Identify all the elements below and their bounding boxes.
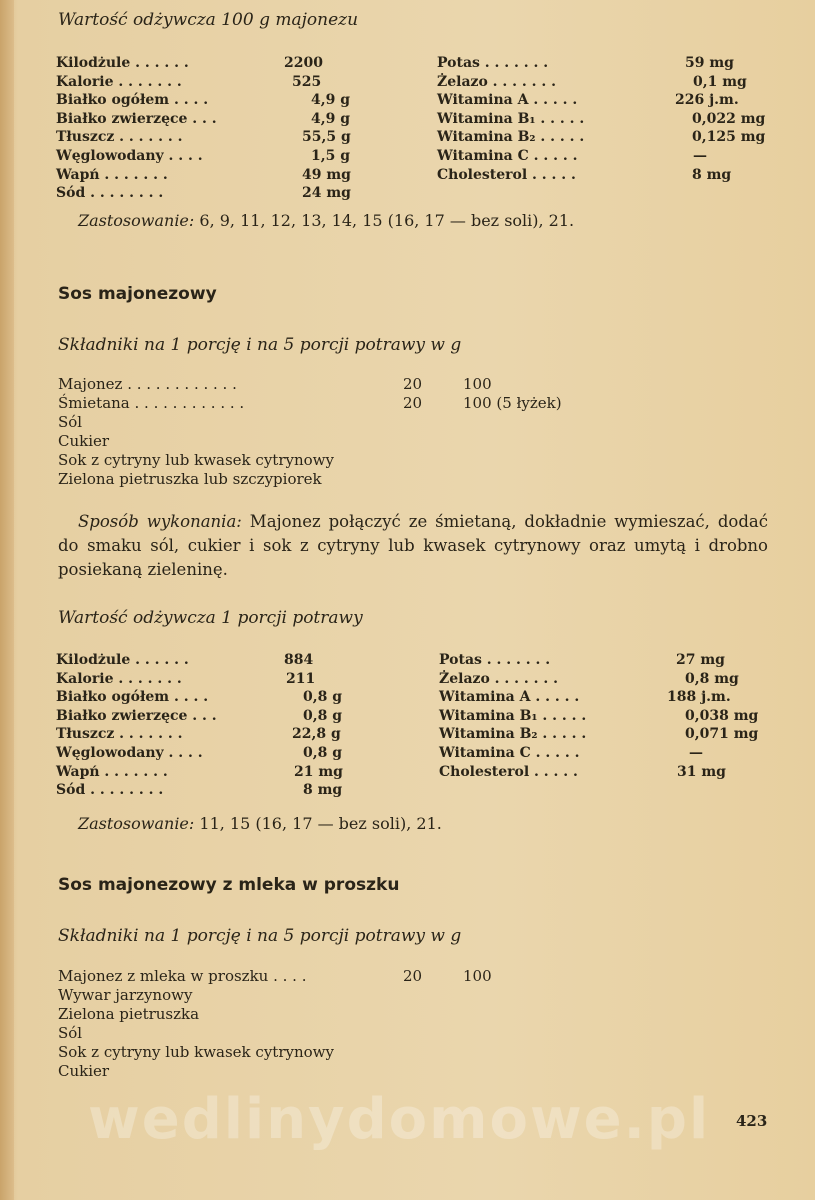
nutrition-label: Kalorie . . . . . . . xyxy=(56,670,182,687)
nutrition-label: Potas . . . . . . . xyxy=(439,652,551,668)
ingredient-qty-5: 100 xyxy=(463,375,492,393)
nutrition-label: Białko zwierzęce . . . xyxy=(56,707,217,724)
nutrition-row xyxy=(439,651,779,670)
nutrition-row xyxy=(56,128,356,147)
nutrition-row xyxy=(439,670,779,689)
nutrition-label: Wapń . . . . . . . xyxy=(56,763,168,780)
ingredient-name: Wywar jarzynowy xyxy=(58,986,193,1004)
section2-ingredients-title: Składniki na 1 porcję i na 5 porcji potrawy w g xyxy=(58,335,462,355)
ingredient-qty-5: 100 xyxy=(463,967,492,985)
method-label: Sposób wykonania: xyxy=(78,512,242,531)
nutrition-label: Kilodżule . . . . . . xyxy=(56,55,189,71)
nutrition-value: — xyxy=(689,744,703,761)
nutrition-label: Witamina B₁ . . . . . xyxy=(437,110,585,127)
ingredient-row xyxy=(58,1043,658,1062)
watermark: wedlinydomowe.pl xyxy=(88,1087,711,1152)
section2-title: Sos majonezowy xyxy=(58,284,217,304)
ingredient-row xyxy=(58,451,658,470)
nutrition-label: Sód . . . . . . . . xyxy=(56,782,164,799)
nutrition-value: 0,1 mg xyxy=(693,73,747,90)
nutrition-label: Witamina C . . . . . xyxy=(439,744,580,761)
nutrition-label: Cholesterol . . . . . xyxy=(439,763,578,780)
nutrition-label: Witamina A . . . . . xyxy=(439,689,580,706)
ingredient-row xyxy=(58,1005,658,1024)
usage-label: Zastosowanie: xyxy=(78,211,195,230)
section2-nutrition-left xyxy=(56,651,356,800)
nutrition-label: Tłuszcz . . . . . . . xyxy=(56,129,183,146)
nutrition-value: 4,9 g xyxy=(311,92,351,109)
usage-text: 11, 15 (16, 17 — bez soli), 21. xyxy=(194,814,442,833)
nutrition-label: Witamina C . . . . . xyxy=(437,147,578,164)
nutrition-row xyxy=(437,73,777,92)
nutrition-value: 8 mg xyxy=(303,782,343,799)
ingredient-name: Zielona pietruszka lub szczypiorek xyxy=(58,470,322,488)
ingredient-row xyxy=(58,1062,658,1081)
nutrition-label: Sód . . . . . . . . xyxy=(56,185,164,202)
ingredient-row xyxy=(58,986,658,1005)
nutrition-value: 27 mg xyxy=(676,652,725,668)
nutrition-value: 525 xyxy=(292,73,322,90)
nutrition-value: 0,125 mg xyxy=(692,129,766,146)
nutrition-label: Witamina A . . . . . xyxy=(437,92,578,109)
nutrition-value: 211 xyxy=(286,670,316,687)
nutrition-value: 24 mg xyxy=(302,185,351,202)
ingredient-row xyxy=(58,375,658,394)
method-text: Majonez połączyć ze śmietaną, dokładnie wymieszać, dodać do smaku sól, cukier i sok z cytryny lub kwasek cytrynowy oraz umytą i drobno posiekaną zieleninę. xyxy=(58,512,768,579)
nutrition-row xyxy=(439,688,779,707)
ingredient-name: Zielona pietruszka xyxy=(58,1005,200,1023)
ingredient-name: Cukier xyxy=(58,432,110,450)
ingredient-row xyxy=(58,413,658,432)
section2-usage xyxy=(78,814,442,833)
section3-ingredients-title: Składniki na 1 porcję i na 5 porcji potrawy w g xyxy=(58,926,462,946)
ingredient-qty-1: 20 xyxy=(403,394,423,412)
nutrition-row xyxy=(56,73,356,92)
nutrition-row xyxy=(56,670,356,689)
nutrition-row xyxy=(56,110,356,129)
nutrition-label: Białko zwierzęce . . . xyxy=(56,110,217,127)
nutrition-value: — xyxy=(693,147,707,164)
nutrition-label: Żelazo . . . . . . . xyxy=(437,73,557,90)
nutrition-row xyxy=(56,166,356,185)
nutrition-value: 0,8 g xyxy=(303,707,343,724)
section1-usage xyxy=(78,211,574,230)
nutrition-value: 1,5 g xyxy=(311,147,351,164)
nutrition-label: Potas . . . . . . . xyxy=(437,55,549,71)
nutrition-value: 0,071 mg xyxy=(685,726,759,743)
nutrition-row xyxy=(56,54,356,73)
nutrition-value: 0,038 mg xyxy=(685,707,759,724)
nutrition-row xyxy=(56,91,356,110)
section2-method xyxy=(58,510,768,582)
nutrition-label: Kilodżule . . . . . . xyxy=(56,652,189,668)
nutrition-row xyxy=(56,763,356,782)
nutrition-label: Witamina B₂ . . . . . xyxy=(439,726,587,743)
nutrition-row xyxy=(56,744,356,763)
nutrition-label: Witamina B₁ . . . . . xyxy=(439,707,587,724)
nutrition-label: Węglowodany . . . . xyxy=(56,744,203,761)
ingredient-row xyxy=(58,432,658,451)
nutrition-value: 0,8 g xyxy=(303,689,343,706)
nutrition-label: Wapń . . . . . . . xyxy=(56,166,168,183)
nutrition-value: 31 mg xyxy=(677,763,726,780)
ingredient-qty-1: 20 xyxy=(403,375,423,393)
section3-title: Sos majonezowy z mleka w proszku xyxy=(58,875,400,895)
nutrition-value: 8 mg xyxy=(692,166,732,183)
ingredient-row xyxy=(58,394,658,413)
usage-text: 6, 9, 11, 12, 13, 14, 15 (16, 17 — bez soli), 21. xyxy=(194,211,575,230)
ingredient-row xyxy=(58,470,658,489)
nutrition-row xyxy=(56,781,356,800)
ingredient-name: Sól xyxy=(58,413,83,431)
nutrition-label: Węglowodany . . . . xyxy=(56,147,203,164)
nutrition-value: 2200 xyxy=(284,55,323,71)
nutrition-label: Białko ogółem . . . . xyxy=(56,689,209,706)
ingredient-name: Sok z cytryny lub kwasek cytrynowy xyxy=(58,1043,334,1061)
nutrition-label: Kalorie . . . . . . . xyxy=(56,73,182,90)
nutrition-value: 0,8 mg xyxy=(685,670,739,687)
nutrition-row xyxy=(56,688,356,707)
nutrition-value: 884 xyxy=(284,652,314,668)
nutrition-row xyxy=(437,166,777,185)
nutrition-value: 49 mg xyxy=(302,166,351,183)
ingredient-name: Cukier xyxy=(58,1062,110,1080)
nutrition-row xyxy=(437,128,777,147)
nutrition-value: 0,022 mg xyxy=(692,110,766,127)
nutrition-value: 21 mg xyxy=(294,763,343,780)
ingredient-name: Sól xyxy=(58,1024,83,1042)
nutrition-row xyxy=(56,184,356,203)
nutrition-row xyxy=(56,707,356,726)
ingredient-row xyxy=(58,967,658,986)
nutrition-row xyxy=(437,91,777,110)
nutrition-label: Cholesterol . . . . . xyxy=(437,166,576,183)
nutrition-row xyxy=(56,725,356,744)
nutrition-label: Tłuszcz . . . . . . . xyxy=(56,726,183,743)
section1-nutrition-right xyxy=(437,54,777,184)
section3-ingredients xyxy=(58,967,658,1081)
nutrition-value: 188 j.m. xyxy=(667,689,731,706)
nutrition-row xyxy=(439,725,779,744)
ingredient-name: Śmietana . . . . . . . . . . . . xyxy=(58,394,245,412)
nutrition-row xyxy=(437,110,777,129)
nutrition-value: 0,8 g xyxy=(303,744,343,761)
section1-title: Wartość odżywcza 100 g majonezu xyxy=(58,10,359,30)
ingredient-name: Majonez z mleka w proszku . . . . xyxy=(58,967,307,985)
page-number: 423 xyxy=(736,1112,768,1130)
ingredient-row xyxy=(58,1024,658,1043)
nutrition-label: Witamina B₂ . . . . . xyxy=(437,129,585,146)
nutrition-value: 22,8 g xyxy=(292,726,341,743)
section1-nutrition-left xyxy=(56,54,356,203)
ingredient-name: Sok z cytryny lub kwasek cytrynowy xyxy=(58,451,334,469)
nutrition-row xyxy=(437,147,777,166)
nutrition-row xyxy=(56,651,356,670)
usage-label: Zastosowanie: xyxy=(78,814,195,833)
ingredient-qty-1: 20 xyxy=(403,967,423,985)
nutrition-row xyxy=(437,54,777,73)
section2-nutrition-right xyxy=(439,651,779,781)
section2-ingredients xyxy=(58,375,658,489)
nutrition-label: Żelazo . . . . . . . xyxy=(439,670,559,687)
page-edge xyxy=(0,0,14,1200)
nutrition-row xyxy=(439,744,779,763)
section2-nutrition-title: Wartość odżywcza 1 porcji potrawy xyxy=(58,608,363,628)
nutrition-value: 4,9 g xyxy=(311,110,351,127)
nutrition-label: Białko ogółem . . . . xyxy=(56,92,209,109)
nutrition-row xyxy=(56,147,356,166)
nutrition-value: 226 j.m. xyxy=(675,92,739,109)
nutrition-row xyxy=(439,763,779,782)
nutrition-row xyxy=(439,707,779,726)
ingredient-name: Majonez . . . . . . . . . . . . xyxy=(58,375,237,393)
nutrition-value: 55,5 g xyxy=(302,129,351,146)
nutrition-value: 59 mg xyxy=(685,55,734,71)
ingredient-qty-5: 100 (5 łyżek) xyxy=(463,394,562,412)
